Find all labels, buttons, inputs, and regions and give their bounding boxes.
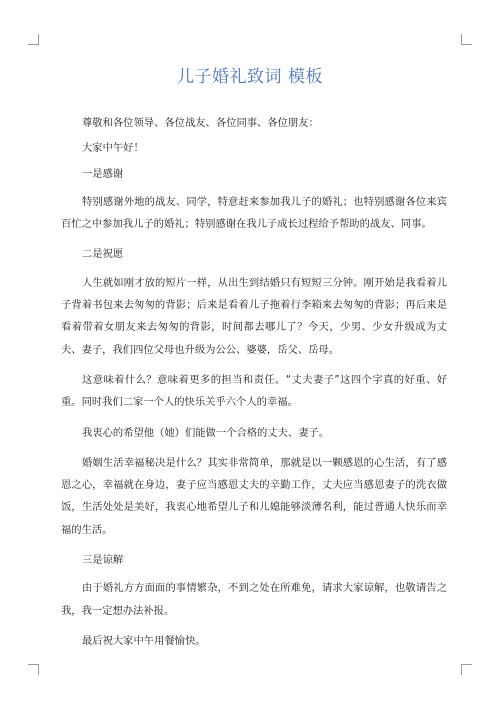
greeting: 大家中午好！ [82, 142, 144, 155]
paragraph-marriage-secret: 婚姻生活幸福秘决是什么？其实非常简单，那就是以一颗感恩的心生活，有了感恩之心，幸福就在身边，妻子应当感恩丈夫的辛勤工作，丈夫应当感恩妻子的洗衣做饭，生活处处是美好，我衷心地希望儿子和儿媳能够淡薄名利，能过普通人快乐而幸福的生活。 [61, 456, 447, 536]
paragraph-hope: 我衷心的希望他（她）们能做一个合格的丈夫、妻子。 [82, 426, 330, 439]
paragraph-closing: 最后祝大家中午用餐愉快。 [82, 634, 206, 647]
document-body [61, 112, 447, 660]
section-heading-thanks: 一是感谢 [82, 167, 124, 180]
paragraph-thanks: 特别感谢外地的战友、同学，特意赶来参加我儿子的婚礼；也特别感谢各位来宾百忙之中参加我儿子的婚礼；特别感谢在我儿子成长过程给予帮助的战友、同事。 [61, 195, 447, 231]
crop-mark-top-left [28, 34, 39, 45]
paragraph-responsibility: 这意味着什么？意味着更多的担当和责任。“丈夫妻子”这四个字真的好重、好重。同时我们二家一个人的快乐关乎六个人的幸福。 [61, 373, 447, 409]
paragraph-life: 人生就如刚才放的短片一样，从出生到结婚只有短短三分钟。刚开始是我看着儿子背着书包来去匆匆的背影；后来是看着儿子拖着行李箱来去匆匆的背影；再后来是看着带着女朋友来去匆匆的背影，时间都去哪儿了？今天，少男、少女升级成为丈夫、妻子，我们四位父母也升级为公公、婆婆，岳父、岳母。 [61, 276, 447, 356]
crop-mark-top-right [461, 34, 472, 45]
document-title: 儿子婚礼致词 模板 [177, 67, 323, 87]
salutation: 尊敬和各位领导、各位战友、各位同事、各位朋友： [82, 117, 319, 129]
crop-mark-bottom-right [461, 664, 472, 675]
section-heading-apology: 三是谅解 [82, 554, 124, 567]
crop-mark-bottom-left [28, 664, 39, 675]
paragraph-apology: 由于婚礼方方面面的事情繁杂，不到之处在所难免，请求大家谅解，也敬请告之我，我一定想办法补报。 [61, 582, 447, 617]
section-heading-wishes: 二是祝愿 [82, 248, 124, 261]
